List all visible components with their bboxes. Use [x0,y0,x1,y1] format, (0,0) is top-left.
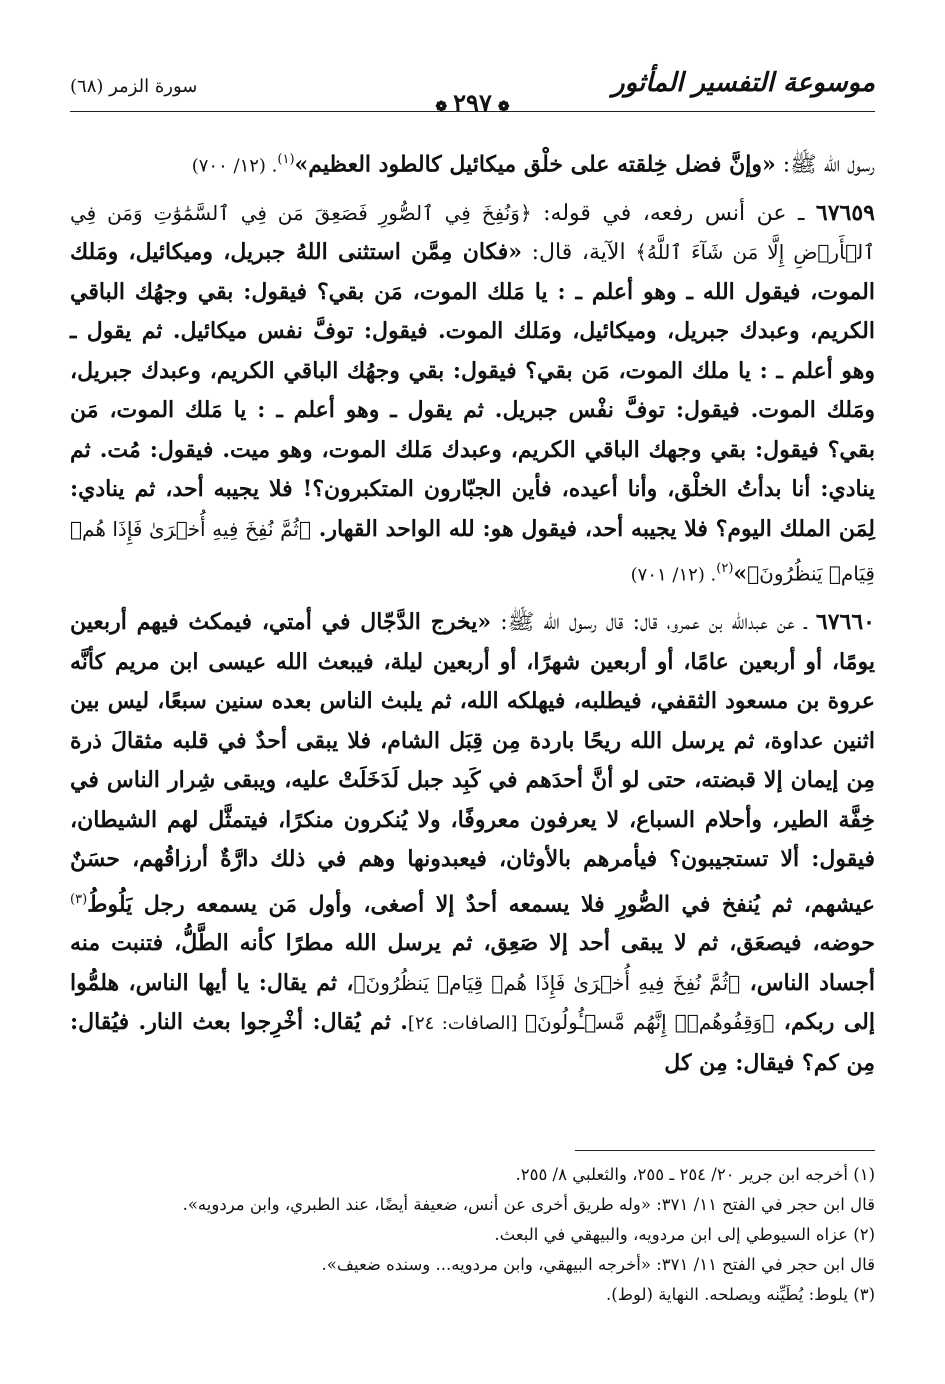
footnote-marker[interactable]: (٢) [716,561,734,577]
hadith-text: «يخرج الدَّجّال في أمتي، فيمكث فيهم أربعين يومًا، أو أربعين عامًا، أو أربعين شهرًا، أو أربعين ليلة، فيبعث الله عيسى ابن مريم كأنَّه عروة بن مسعود الثقفي، فيطلبه، فيهلكه الله، ثم يلبث الناس بعده سنين سبعًا، ليس بين اثنين عداوة، ثم يرسل الله ريحًا باردة مِن قِبَل الشام، فلا يبقى أحدٌ في قلبه مثقالَ ذرة مِن إيمان إلا قبضته، حتى لو أنَّ أحدَهم في كَبِد جبل لَدَخَلَتْ عليه، ويبقى شِرار الناس في خِفَّة الطير، وأحلام السباع، لا يعرفون معروفًا، ولا يُنكرون منكرًا، فيتمثَّل لهم الشيطان، فيقول: ألا تستجيبون؟ فيأمرهم بالأوثان، فيعبدونها وهم في ذلك دارَّةٌ أرزاقُهم، حسَنٌ عيشهم، ثم يُنفخ في الصُّورِ فلا يسمعه أحدٌ إلا أصغى، وأول مَن يسمعه رجل يَلُوطُ [70,609,875,917]
quran-verse: ﴿ثُمَّ نُفِخَ فِيهِ أُخۡرَىٰ فَإِذَا هُمۡ قِيَامٞ يَنظُرُونَ﴾ [353,970,741,995]
footnote-3: (٣) يلوط: يُطَيِّنه ويصلحه. النهاية (لوط). [606,1285,875,1304]
footnote-marker[interactable]: (١) [277,152,295,167]
volume-reference: . (١٢/ ٧٠٠) [191,155,278,177]
hadith-text: ، ثم يقال: يا أيها الناس، هلمُّوا إلى ربكم، [70,969,875,1036]
intro-quote: «وإنَّ فضل خِلقته على خلْق ميكائيل كالطود العظيم» [294,151,776,178]
book-title: موسوعة التفسير المأثور [612,68,875,98]
hadith-number: ٦٧٦٦٠ [815,609,875,636]
verse-reference: [الصافات: ٢٤] [407,1013,525,1035]
hadith-67659 [70,194,875,595]
surah-label: سورة الزمر (٦٨) [70,76,198,97]
footnote-1-note: قال ابن حجر في الفتح ١١/ ٣٧١: «وله طريق أخرى عن أنس، ضعيفة أيضًا، عند الطبري، وابن مردويه». [182,1195,875,1214]
volume-reference: . (١٢/ ٧٠١) [630,564,717,586]
main-text [70,140,875,1091]
page-number [429,88,515,117]
quran-verse: ﴿وَنُفِخَ فِي ٱلصُّورِ فَصَعِقَ مَن فِي ٱلسَّمَٰوَٰتِ وَمَن فِي ٱلۡأَرۡضِ إِلَّا مَن شَآءَ ٱللَّهُ﴾ [70,200,875,265]
page-header [70,68,875,117]
hadith-text: . ثم يُقال: أخْرِجوا بعث النار. فيُقال: مِن كم؟ فيقال: مِن كل [70,1009,875,1076]
page-number-value: ٢٩٧ [453,88,492,117]
footnote-divider [575,1150,875,1151]
hadith-mid: الآية، قال: [521,240,636,266]
hadith-67660 [70,603,875,1083]
hadith-number: ٦٧٦٥٩ [815,199,875,226]
intro-paragraph [70,140,875,186]
footnote-2-note: قال ابن حجر في الفتح ١١/ ٣٧١: «أخرجه البيهقي، وابن مردويه... وسنده ضعيف». [321,1255,875,1274]
footnote-2: (٢) عزاه السيوطي إلى ابن مردويه، والبيهقي في البعث. [494,1225,875,1244]
footnote-marker[interactable]: (٣) [70,891,88,907]
hadith-text: «فكان مِمَّن استثنى اللهُ جبريل، وميكائيل، ومَلك الموت، فيقول الله ـ وهو أعلم ـ : يا مَلك الموت، مَن بقي؟ فيقول: بقي وجهُك الباقي الكريم، وعبدك جبريل، وميكائيل، ومَلك الموت. فيقول: توفَّ نفس ميكائيل. ثم يقول ـ وهو أعلم ـ : يا ملك الموت، مَن بقي؟ فيقول: بقي وجهُك الباقي الكريم، وعبدك جبريل، ومَلك الموت. فيقول: توفَّ نفْس جبريل. ثم يقول ـ وهو أعلم ـ : يا مَلك الموت، مَن بقي؟ فيقول: بقي وجهك الباقي الكريم، وعبدك مَلك الموت، وهو ميت. فيقول: مُت. ثم ينادي: أنا بدأتُ الخلْق، وأنا أعيده، فأين الجبّارون المتكبرون؟! فلا يجيبه أحد، ثم ينادي: لِمَن الملك اليوم؟ فلا يجيبه أحد، فيقول هو: لله الواحد القهار. [70,239,875,542]
hadith-lead: ـ عن عبدالله بن عمرو، قال: قال رسول الله ﷺ: [491,610,816,636]
intro-lead: رسول الله ﷺ: [775,152,875,178]
ornament-icon: ❁ [435,99,448,115]
footnote-1: (١) أخرجه ابن جرير ٢٠/ ٢٥٤ ـ ٢٥٥، والثعلبي ٨/ ٢٥٥. [515,1165,875,1184]
header-divider [70,111,875,112]
quran-verse: ﴿وَقِفُوهُمۡۖ إِنَّهُم مَّسۡـُٔولُونَ﴾ [525,1010,775,1035]
ornament-icon: ❁ [497,99,510,115]
hadith-lead: ـ عن أنس رفعه، في قوله: [531,200,816,226]
footnotes [70,1160,875,1310]
hadith-text: حوضه، فيصعَق، ثم لا يبقى أحد إلا صَعِق، ثم يرسل الله مطرًا كأنه الطَّلُّ، فتنبت منه أجساد الناس، [70,930,875,996]
quran-verse: ﴿ثُمَّ نُفِخَ فِيهِ أُخۡرَىٰ فَإِذَا هُمۡ قِيَامٞ يَنظُرُونَ﴾ [70,516,875,586]
quote-close: » [733,560,748,587]
